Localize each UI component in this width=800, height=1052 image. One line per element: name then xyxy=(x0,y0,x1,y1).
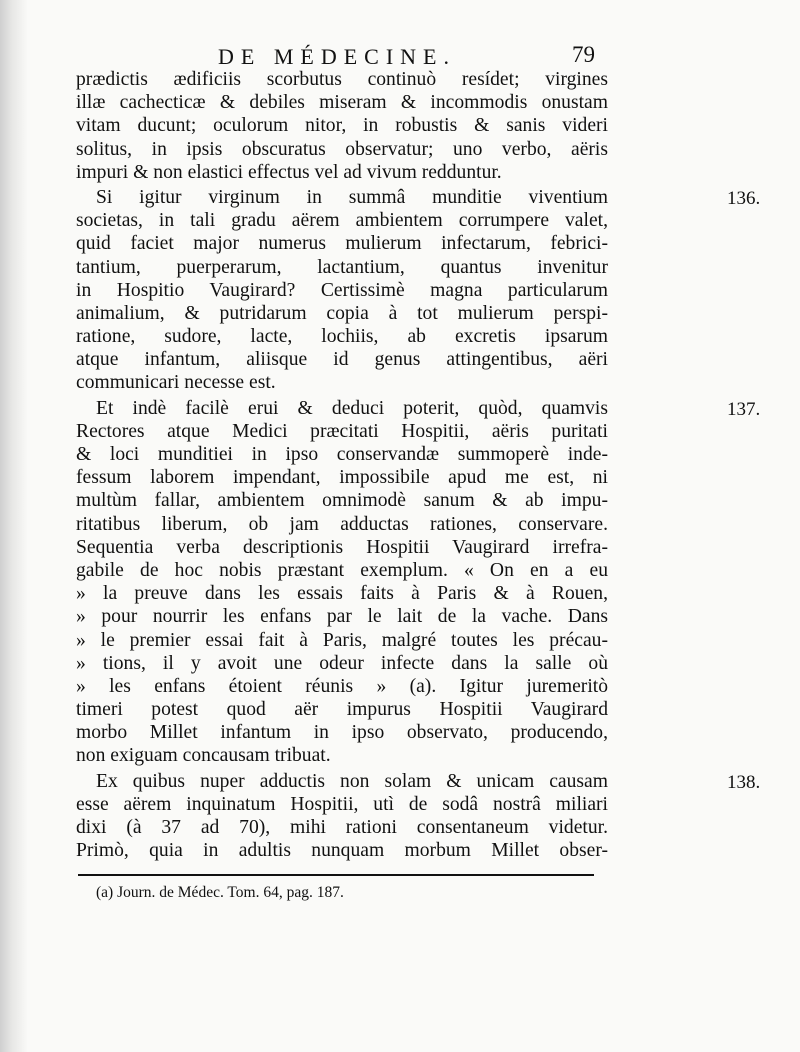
text-line: quid faciet major numerus mulierum infectarum, febrici- xyxy=(76,233,608,255)
text-line: ritatibus liberum, ob jam adductas rationes, conservare. xyxy=(76,513,608,535)
text-line: Primò, quia in adultis nunquam morbum Millet obser- xyxy=(76,840,608,862)
text-line: prædictis ædificiis scorbutus continuò resídet; virgines xyxy=(76,69,608,90)
text-line: solitus, in ipsis obscuratus observatur; uno verbo, aëris xyxy=(76,138,608,160)
text-line: Si igitur virginum in summâ munditie viventium xyxy=(96,186,608,208)
text-line: » la preuve dans les essais faits à Paris & à Rouen, xyxy=(76,583,608,605)
text-line: » le premier essai fait à Paris, malgré toutes les précau- xyxy=(76,629,608,651)
text-line: gabile de hoc nobis præstant exemplum. « On en a eu xyxy=(76,559,608,581)
page-spine-shadow xyxy=(0,0,28,1052)
text-line: » pour nourrir les enfans par le lait de la vache. Dans xyxy=(76,606,608,628)
paragraph xyxy=(76,397,761,768)
paragraph xyxy=(76,68,608,184)
text-line: dixi (à 37 ad 70), mihi rationi consentaneum videtur. xyxy=(76,817,608,838)
text-line: in Hospitio Vaugirard? Certissimè magna particularum xyxy=(76,279,608,301)
paragraph xyxy=(76,770,761,863)
text-line: & loci munditiei in ipso conservandæ summoperè inde- xyxy=(76,444,608,465)
text-line: vitam ducunt; oculorum nitor, in robustis & sanis videri xyxy=(76,115,608,137)
footnote: (a) Journ. de Médec. Tom. 64, pag. 187. xyxy=(96,884,344,901)
text-line: societas, in tali gradu aërem ambientem corrumpere valet, xyxy=(76,210,608,232)
text-line: animalium, & putridarum copia à tot mulierum perspi- xyxy=(76,302,608,324)
text-line: non exiguam concausam tribuat. xyxy=(76,745,331,767)
text-line: esse aërem inquinatum Hospitii, utì de sodâ nostrâ miliari xyxy=(76,793,608,815)
text-line: timeri potest quod aër impurus Hospitii Vaugirard xyxy=(76,699,608,721)
text-line: fessum laborem impendant, impossibile apud me est, ni xyxy=(76,467,608,489)
page-number: 79 xyxy=(572,42,595,67)
text-line: tantium, puerperarum, lactantium, quantus invenitur xyxy=(76,256,608,278)
text-line: Ex quibus nuper adductis non solam & unicam causam xyxy=(96,770,608,792)
text-line: » tions, il y avoit une odeur infecte dans la salle où xyxy=(76,652,608,674)
running-head: DE MÉDECINE. xyxy=(218,44,456,69)
text-line: Sequentia verba descriptionis Hospitii Vaugirard irrefra- xyxy=(76,536,608,558)
text-line: multùm fallar, ambientem omnimodè sanum & ab impu- xyxy=(76,490,608,512)
marginal-section-number: 137. xyxy=(727,398,761,420)
text-line: communicari necesse est. xyxy=(76,372,276,394)
text-line: atque infantum, aliisque id genus attingentibus, aëri xyxy=(76,349,608,371)
text-line: ratione, sudore, lacte, lochiis, ab excretis ipsarum xyxy=(76,326,608,348)
marginal-section-number: 138. xyxy=(727,771,761,793)
text-line: illæ cachecticæ & debiles miseram & incommodis onustam xyxy=(76,92,608,114)
text-line: » les enfans étoient réunis » (a). Igitur juremeritò xyxy=(76,675,608,697)
text-line: Rectores atque Medici præcitati Hospitii, aëris puritati xyxy=(76,420,608,442)
text-line: Et indè facilè erui & deduci poterit, quòd, quamvis xyxy=(96,397,608,419)
paragraph xyxy=(76,186,761,395)
body-text xyxy=(76,68,761,864)
marginal-section-number: 136. xyxy=(727,187,761,209)
text-line: morbo Millet infantum in ipso observato, producendo, xyxy=(76,722,608,744)
text-line: impuri & non elastici effectus vel ad vivum redduntur. xyxy=(76,161,502,183)
footnote-rule xyxy=(78,874,594,876)
